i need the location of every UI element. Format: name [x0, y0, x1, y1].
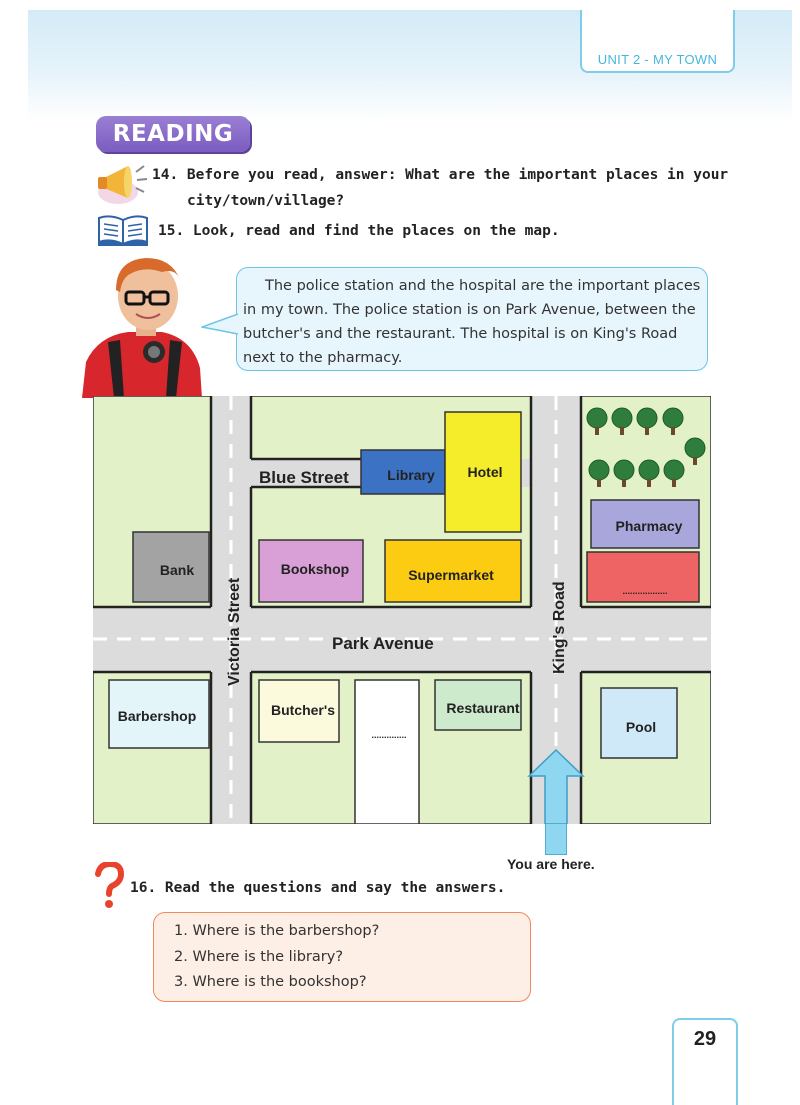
- barbershop-label: Barbershop: [117, 708, 197, 724]
- question-item: 3. Where is the bookshop?: [174, 974, 367, 990]
- question-16: 16. Read the questions and say the answers.: [130, 880, 506, 896]
- victoria-street-label: Victoria Street: [226, 577, 243, 686]
- unit-tab: [580, 10, 735, 73]
- pharmacy-label: Pharmacy: [615, 518, 683, 534]
- pool-label: Pool: [625, 719, 657, 735]
- supermarket-label: Supermarket: [408, 567, 494, 583]
- library-label: Library: [387, 467, 435, 483]
- hotel-label: Hotel: [467, 464, 503, 480]
- question-14-line-1: 14. Before you read, answer: What are the important places in your: [152, 167, 729, 183]
- speech-bubble-tail: [201, 313, 239, 335]
- butchers-label: Butcher's: [270, 702, 336, 718]
- kings-road-label: King's Road: [551, 581, 568, 674]
- restaurant-label: Restaurant: [446, 700, 520, 716]
- questions-box: [153, 912, 531, 1002]
- question-15: 15. Look, read and find the places on the map.: [158, 223, 560, 239]
- you-are-here-label: You are here.: [507, 856, 595, 872]
- book-icon: [96, 214, 150, 248]
- police-station-plot: [355, 680, 419, 824]
- section-title: READING: [112, 121, 234, 147]
- bank-label: Bank: [159, 562, 195, 578]
- park-avenue-label: Park Avenue: [332, 634, 434, 653]
- police-blank-label: ..............: [371, 730, 407, 740]
- speech-bubble: [236, 267, 708, 371]
- megaphone-icon: [94, 158, 150, 206]
- question-mark-icon: [94, 862, 124, 910]
- question-item: 1. Where is the barbershop?: [174, 923, 380, 939]
- hospital-blank-label: ..................: [622, 586, 668, 596]
- page-number-tab: [672, 1018, 738, 1105]
- question-item: 2. Where is the library?: [174, 949, 344, 965]
- unit-title: UNIT 2 - MY TOWN: [597, 52, 718, 67]
- page-number: 29: [693, 1028, 717, 1050]
- boy-illustration: [82, 252, 208, 398]
- speech-bubble-text: The police station and the hospital are the important places in my town. The police station is on Park Avenue, between the butcher's and the restaurant. The hospital is on King's Road next to the pharmacy.: [243, 278, 701, 366]
- question-14-line-2: city/town/village?: [187, 193, 345, 209]
- blue-street-label: Blue Street: [259, 468, 349, 487]
- bookshop-label: Bookshop: [280, 561, 350, 577]
- arrow-tail-icon: [545, 823, 567, 855]
- section-badge: [96, 116, 250, 152]
- town-map: [93, 396, 711, 828]
